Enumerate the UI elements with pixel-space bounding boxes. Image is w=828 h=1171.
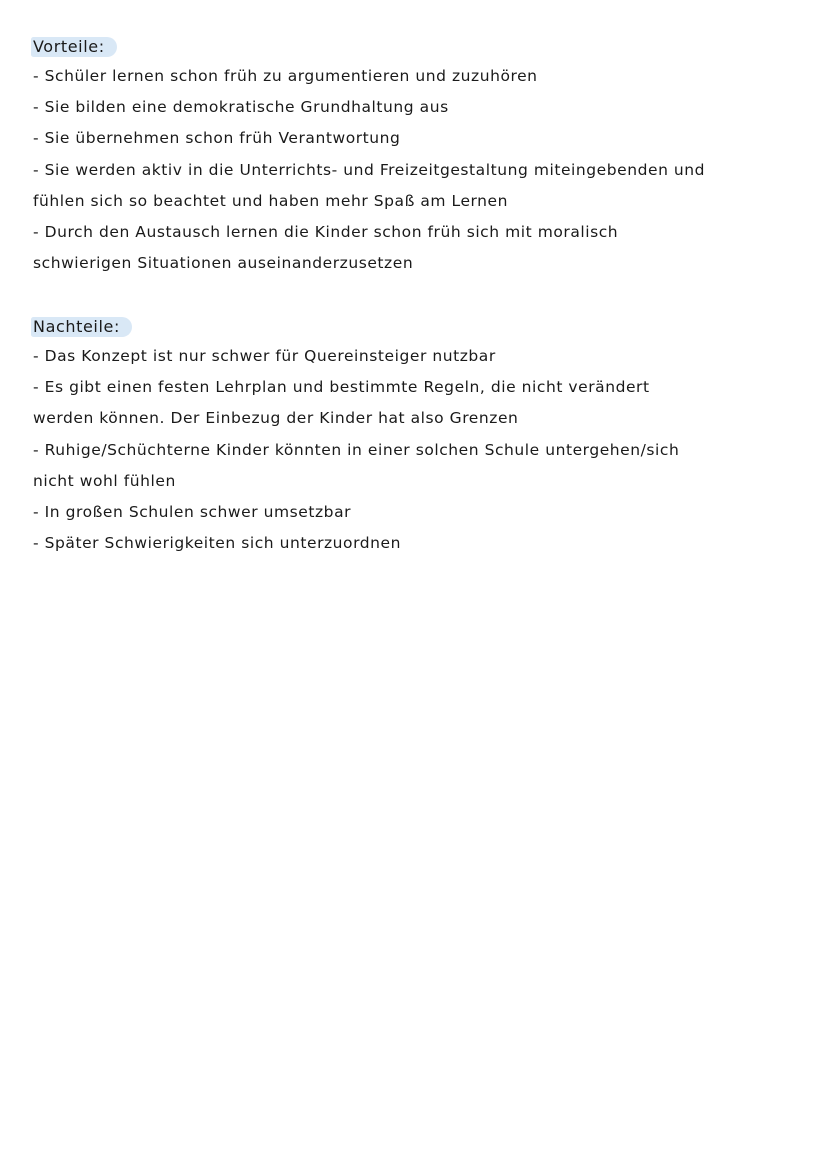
list-item: - Sie übernehmen schon früh Verantwortung — [33, 129, 401, 148]
list-item: - In großen Schulen schwer umsetzbar — [33, 503, 352, 522]
list-item: - Sie werden aktiv in die Unterrichts- und Freizeitgestaltung miteingebenden und — [33, 160, 706, 179]
list-item: - Das Konzept ist nur schwer für Quereinsteiger nutzbar — [33, 347, 496, 365]
vorteile-heading-text: Vorteile: — [33, 37, 105, 56]
vorteile-heading — [31, 33, 117, 61]
vorteile-section — [33, 33, 763, 279]
nachteile-heading-text: Nachteile: — [33, 317, 120, 336]
list-item: - Sie bilden eine demokratische Grundhaltung aus — [33, 98, 449, 117]
list-item: - Es gibt einen festen Lehrplan und bestimmte Regeln, die nicht verändert — [33, 378, 650, 397]
list-item: - Ruhige/Schüchterne Kinder könnten in einer solchen Schule untergehen/sich — [33, 440, 680, 459]
list-item: - Durch den Austausch lernen die Kinder schon früh sich mit moralisch — [33, 223, 619, 242]
nachteile-list — [33, 341, 763, 559]
list-item-continuation: werden können. Der Einbezug der Kinder hat also Grenzen — [33, 409, 519, 428]
vorteile-list — [33, 61, 763, 279]
nachteile-section — [33, 313, 763, 559]
list-item-continuation: nicht wohl fühlen — [33, 471, 176, 490]
list-item: - Schüler lernen schon früh zu argumentieren und zuzuhören — [33, 67, 538, 85]
list-item-continuation: fühlen sich so beachtet und haben mehr Spaß am Lernen — [33, 191, 509, 210]
list-item-continuation: schwierigen Situationen auseinanderzusetzen — [33, 254, 414, 273]
list-item: - Später Schwierigkeiten sich unterzuordnen — [33, 534, 401, 553]
nachteile-heading — [31, 313, 132, 341]
